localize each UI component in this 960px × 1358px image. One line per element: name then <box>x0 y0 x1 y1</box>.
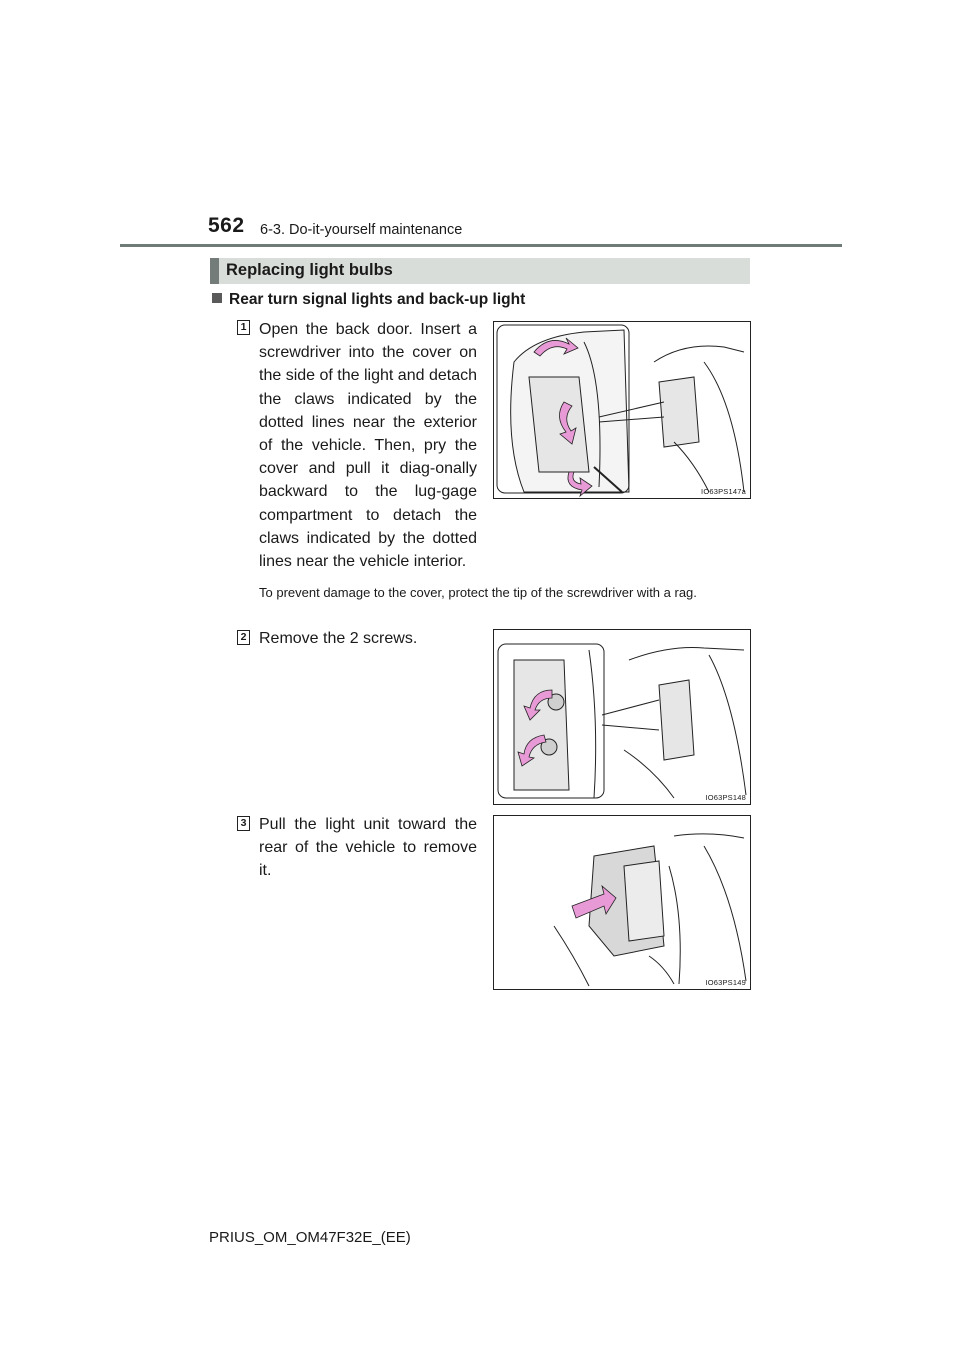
section-heading <box>210 258 750 284</box>
step-3-text: Pull the light unit toward the rear of the vehicle to remove it. <box>259 816 477 880</box>
rear-cover-removal-illustration <box>494 322 750 498</box>
step-number-1: 1 <box>237 320 250 335</box>
figure-code-3: IO63PS149 <box>705 978 746 987</box>
step-number-3: 3 <box>237 816 250 831</box>
light-unit-removal-illustration <box>494 816 750 989</box>
figure-step-2 <box>493 629 751 805</box>
step-2-text: Remove the 2 screws. <box>259 630 418 647</box>
section-accent <box>210 258 219 284</box>
header-divider <box>120 244 842 247</box>
figure-code-2: IO63PS148 <box>705 793 746 802</box>
figure-step-3 <box>493 815 751 990</box>
step-1-text: Open the back door. Insert a screwdriver into the cover on the side of the light and detach the claws indicated by the dotted lines near the exterior of the vehicle. Then, pry the cover and pull it diag-onally backward to the lug-gage compartment to detach the claws indicated by the dotted lines near the vehicle interior. <box>259 321 477 571</box>
figure-step-1 <box>493 321 751 499</box>
chapter-title: 6-3. Do-it-yourself maintenance <box>260 222 463 238</box>
subsection-title: Rear turn signal lights and back-up light <box>229 291 526 308</box>
figure-code-1: IO63PS147a <box>701 487 746 496</box>
screw-removal-illustration <box>494 630 750 804</box>
note-text: To prevent damage to the cover, protect the tip of the screwdriver with a rag. <box>259 585 697 600</box>
square-bullet-icon <box>212 293 222 303</box>
section-title: Replacing light bulbs <box>226 261 393 279</box>
subsection-heading <box>212 291 525 309</box>
footer-doc-id: PRIUS_OM_OM47F32E_(EE) <box>209 1229 411 1246</box>
page-number: 562 <box>208 214 245 237</box>
step-number-2: 2 <box>237 630 250 645</box>
